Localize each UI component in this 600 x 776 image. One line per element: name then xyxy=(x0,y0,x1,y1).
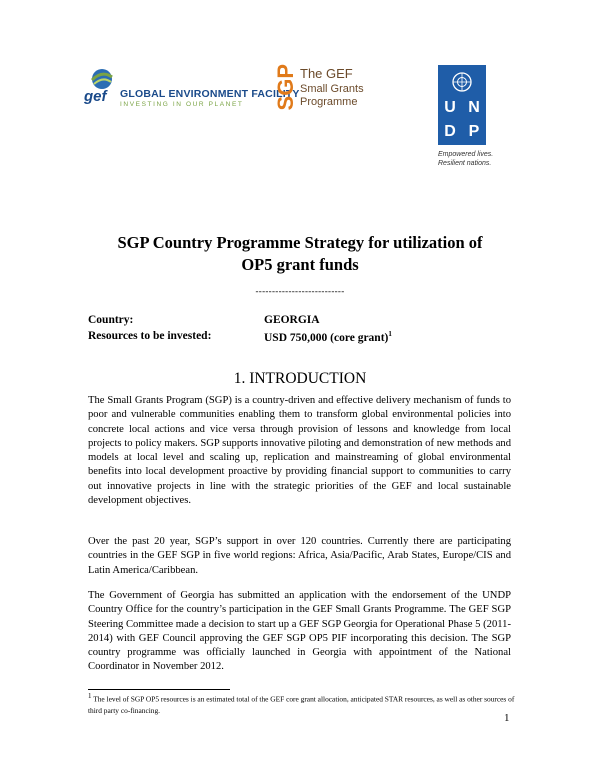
undp-logo xyxy=(438,65,522,169)
undp-panel xyxy=(438,65,486,145)
undp-letter-n: N xyxy=(468,99,480,116)
undp-letter-p: P xyxy=(468,123,480,140)
gef-tagline: INVESTING IN OUR PLANET xyxy=(120,101,244,108)
country-label: Country: xyxy=(88,314,134,326)
globe-swirl-icon xyxy=(88,68,116,90)
footnote xyxy=(88,690,518,717)
resources-value-wrap xyxy=(264,330,392,344)
resources-label: Resources to be invested: xyxy=(88,330,212,342)
title-separator: --------------------------- xyxy=(255,286,345,296)
sgp-mark: SGP xyxy=(273,64,298,111)
sgp-line-1: The GEF xyxy=(300,66,353,81)
document-title-line-1: SGP Country Programme Strategy for utilization of xyxy=(117,233,483,252)
undp-tagline-2: Resilient nations. xyxy=(438,160,492,167)
document-title-line-2: OP5 grant funds xyxy=(241,255,359,274)
gef-mark: gef xyxy=(84,88,107,105)
sgp-line-3: Programme xyxy=(300,96,358,108)
country-value: GEORGIA xyxy=(264,314,320,326)
paragraph-3: The Government of Georgia has submitted an application with the endorsement of the UNDP Country Office for the country’s participation in the GEF Small Grants Programme. The GEF SGP Steering Committee made a decision to start up a GEF SGP Georgia for Operational Phase 5 (2011-2014) with GEF Council approving the GEF SGP OP5 PIF incorporating this decision. The SGP country programme was officially launched in Georgia with appointment of the National Coordinator in November 2012. xyxy=(88,590,511,673)
undp-letter-u: U xyxy=(444,99,456,116)
undp-letter-d: D xyxy=(444,123,456,140)
paragraph-1: The Small Grants Program (SGP) is a country-driven and effective delivery mechanism of funds to poor and vulnerable communities enabling them to transform global environmental policies into concrete local actions and vice versa through provision of lessons and knowledge from local projects to policy makers. SGP supports innovative piloting and demonstration of new methods and models at local level and scaling up, replication and mainstreaming of global environmental benefits into local development proactive by providing financial support to communities to carry out innovative projects in line with the strategic priorities of the GEF and local sustainable development objectives. xyxy=(88,395,511,507)
un-emblem-icon xyxy=(448,69,476,95)
sgp-logo xyxy=(274,66,374,124)
section-heading-introduction: 1. INTRODUCTION xyxy=(233,370,367,387)
sgp-line-2: Small Grants xyxy=(300,83,364,95)
gef-name: GLOBAL ENVIRONMENT FACILITY xyxy=(120,88,300,100)
footnote-reference[interactable]: 1 xyxy=(388,330,392,338)
undp-tagline-1: Empowered lives. xyxy=(438,151,494,158)
footnote-mark: 1 xyxy=(88,692,92,700)
footnote-text: The level of SGP OP5 resources is an estimated total of the GEF core grant allocation, anticipated STAR resources, as well as other sources of third party co-financing. xyxy=(88,694,515,716)
page-number: 1 xyxy=(504,712,510,724)
resources-value: USD 750,000 (core grant) xyxy=(264,331,389,344)
paragraph-2: Over the past 20 year, SGP’s support in over 120 countries. Currently there are participating countries in the GEF SGP in five world regions: Africa, Asia/Pacific, Arab States, Europe/CIS and Latin America/Caribbean. xyxy=(88,536,511,576)
